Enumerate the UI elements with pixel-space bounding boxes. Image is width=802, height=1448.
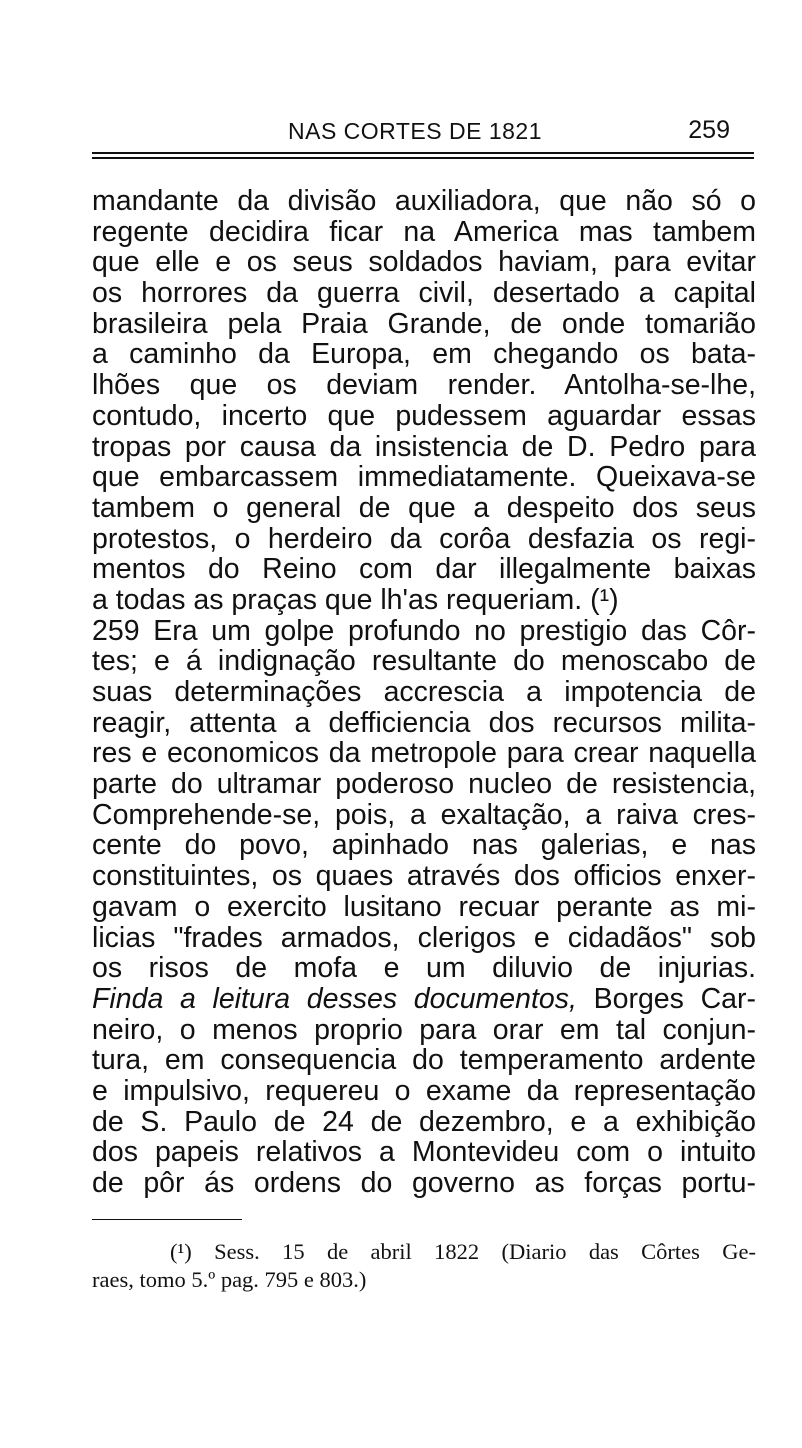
running-title: NAS CORTES DE 1821 (288, 118, 543, 144)
text-line: que elle e os seus soldados haviam, para evitar (92, 246, 756, 279)
text-line: 259 Era um golpe profundo no prestigio das Côr- (92, 614, 756, 647)
text-line: os horrores da guerra civil, desertado a capital (92, 277, 756, 310)
text-line: a todas as praças que lh'as requeriam. (¹) (92, 583, 619, 616)
text-line: res e economicos da metropole para crear naquella (92, 737, 756, 770)
header-rule-top (92, 152, 754, 154)
text-fragment: Borges Car- (576, 982, 756, 1015)
text-line: protestos, o herdeiro da corôa desfazia os regi- (92, 522, 756, 555)
text-line: Comprehende-se, pois, a exaltação, a raiva cres- (92, 798, 756, 831)
text-line: gavam o exercito lusitano recuar perante as mi- (92, 890, 756, 923)
text-line: os risos de mofa e um diluvio de injurias. (92, 952, 756, 985)
text-line: regente decidira ficar na America mas tambem (92, 215, 756, 248)
footnote-line: (¹) Sess. 15 de abril 1822 (Diario das Côrtes Ge- (170, 1239, 756, 1264)
page-number: 259 (688, 116, 730, 144)
text-line: a caminho da Europa, em chegando os bata- (92, 338, 756, 371)
text-line: cente do povo, apinhado nas galerias, e nas (92, 829, 756, 862)
italic-phrase: Finda a leitura desses documentos, (92, 982, 577, 1015)
text-line: mentos do Reino com dar illegalmente baixas (92, 553, 756, 586)
text-line: tura, em consequencia do temperamento ardente (92, 1044, 756, 1077)
text-line: parte do ultramar poderoso nucleo de resistencia, (92, 768, 756, 801)
text-line: dos papeis relativos a Montevideu com o intuito (92, 1136, 756, 1169)
text-line: reagir, attenta a defficiencia dos recursos milita- (92, 706, 756, 739)
footnotes (92, 1238, 756, 1294)
text-line: tropas por causa da insistencia de D. Pedro para (92, 430, 756, 463)
text-line-mixed (92, 984, 756, 1015)
text-line: contudo, incerto que pudessem aguardar essas (92, 399, 756, 432)
text-line: brasileira pela Praia Grande, de onde tomarião (92, 307, 756, 340)
text-line: lhões que os deviam render. Antolha-se-lhe, (92, 369, 756, 402)
page-header (92, 118, 754, 154)
text-line: tes; e á indignação resultante do menoscabo de (92, 645, 756, 678)
footnote-rule (92, 1219, 242, 1220)
text-line: de pôr ás ordens do governo as forças portu- (92, 1167, 756, 1199)
body-text (92, 186, 756, 1199)
footnote-line: raes, tomo 5.º pag. 795 e 803.) (92, 1267, 367, 1292)
text-line: suas determinações accrescia a impotencia de (92, 676, 756, 708)
text-line: mandante da divisão auxiliadora, que não só o (92, 185, 756, 217)
text-line: tambem o general de que a despeito dos seus (92, 491, 756, 524)
text-line: constituintes, os quaes através dos officios enxer- (92, 860, 756, 893)
text-line: que embarcassem immediatamente. Queixava-se (92, 461, 756, 494)
text-line: e impulsivo, requereu o exame da representação (92, 1074, 756, 1107)
header-rule-bottom (92, 157, 754, 159)
text-line: de S. Paulo de 24 de dezembro, e a exhibição (92, 1105, 756, 1138)
text-line: licias "frades armados, clerigos e cidadãos" sob (92, 921, 756, 954)
text-line: neiro, o menos proprio para orar em tal conjun- (92, 1013, 756, 1046)
